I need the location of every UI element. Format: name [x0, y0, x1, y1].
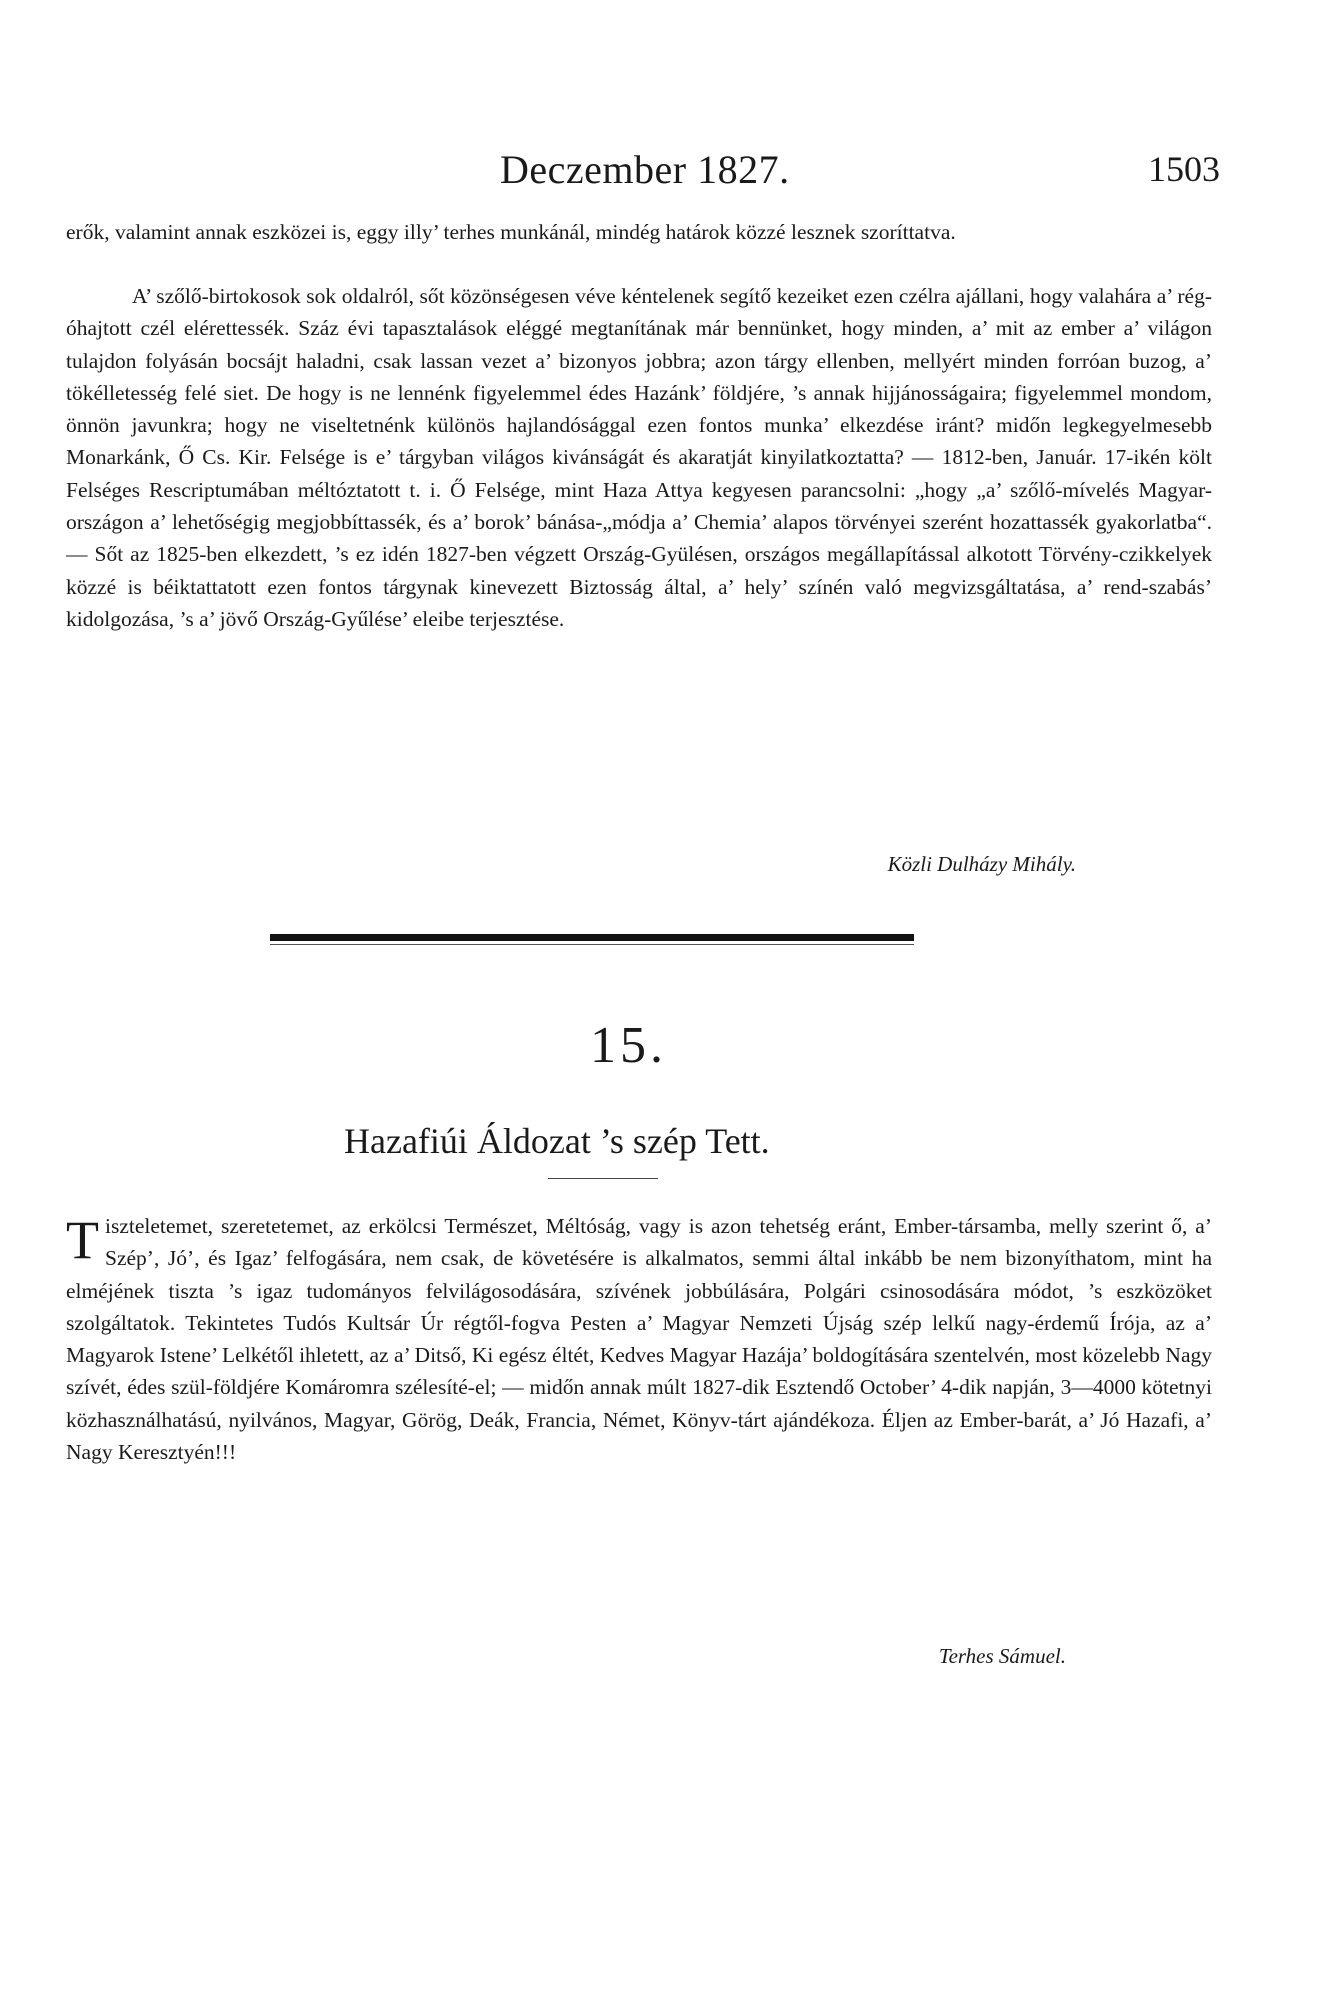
section-divider-rule — [270, 934, 914, 941]
article-body-text: iszteletemet, szeretetemet, az erkölcsi Természet, Méltóság, vagy is azon tehetség eránt, Ember-társamba, melly szerint ő, a’ Szép’, Jó’, és Igaz’ felfogására, nem csak, de követésére is alkalmatos, semmi által inkább be nem bizonyíthatom, mint ha elméjének tiszta ’s igaz tudományos felvilágosodására, szívének jobbúlására, Polgári csinosodására módot, ’s eszközöket szolgáltatok. Tekintetes Tudós Kultsár Úr régtől-fogva Pesten a’ Magyar Nemzeti Újság szép lelkű nagy-érdemű Írója, az a’ Magyarok Istene’ Lelkétől ihletett, az a’ Ditső, Ki egész éltét, Kedves Magyar Hazája’ boldogítására szentelvén, most közelebb Nagy szívét, édes szül-földjére Komáromra szélesíté-el; — midőn annak múlt 1827-dik Esztendő October’ 4-dik napján, 3—4000 kötetnyi közhasználhatású, nyilvános, Magyar, Görög, Deák, Francia, Német, Könyv-tárt ajándékoza. Éljen az Ember-barát, a’ Jó Hazafi, a’ Nagy Keresztyén!!! — [66, 1214, 1212, 1465]
signature-dulhazy: Közli Dulházy Mihály. — [887, 852, 1076, 876]
title-underline-rule — [548, 1178, 658, 1179]
paragraph-main: A’ szőlő-birtokosok sok oldalról, sőt közönségesen véve kéntelenek segítő kezeiket ezen czélra ajállani, hogy valahára a’ rég-óhajtott czél elérettessék. Száz évi tapasztalások eléggé megtanítának már bennünket, hogy minden, a’ mit az ember a’ világon tulajdon folyásán bocsájt haladni, csak lassan vezet a’ bizonyos jobbra; azon tárgy ellenben, mellyért minden forróan buzog, a’ tökélletesség felé siet. De hogy is ne lennénk figyelemmel édes Hazánk’ földjére, ’s annak hijjánosságaira; figyelemmel mondom, önnön javunkra; hogy ne viseltetnénk különös hajlandósággal ezen fontos munka’ elkezdése iránt? midőn legkegyelmesebb Monarkánk, Ő Cs. Kir. Felsége is e’ tárgyban világos kivánságát és akaratját kinyilatkoztatta? — 1812-ben, Január. 17-ikén költ Felséges Rescriptumában méltóztatott t. i. Ő Felsége, mint Haza Attya kegyesen parancsolni: „hogy „a’ szőlő-mívelés Magyar-országon a’ lehetőségig megjobbíttassék, és a’ borok’ bánása-„módja a’ Chemia’ alapos törvényei szerént hozattassék gyakorlatba“. — Sőt az 1825-ben elkezdett, ’s ez idén 1827-ben végzett Ország-Gyülésen, országos megállapítással alkotott Törvény-czikkelyek közzé is béiktattatott ezen fontos tárgynak kinevezett Biztosság által, a’ hely’ színén való megvizsgáltatása, a’ rend-szabás’ kidolgozása, ’s a’ jövő Ország-Gyűlése’ eleibe terjesztése. — [66, 284, 1212, 631]
article-body — [66, 1210, 1212, 1468]
section-divider-thin-rule — [270, 944, 914, 945]
page-number: 1503 — [1148, 149, 1220, 189]
paragraph-continuation: erők, valamint annak eszközei is, eggy illy’ terhes munkánál, mindég határok közzé lesznek szoríttatva. — [66, 220, 956, 244]
running-head: Deczember 1827. — [500, 147, 790, 192]
drop-cap: T — [66, 1210, 99, 1270]
signature-terhes: Terhes Sámuel. — [938, 1644, 1066, 1668]
section-title: Hazafiúi Áldozat ’s szép Tett. — [344, 1121, 770, 1161]
page-header — [500, 146, 1220, 196]
section-number: 15. — [590, 1017, 667, 1074]
